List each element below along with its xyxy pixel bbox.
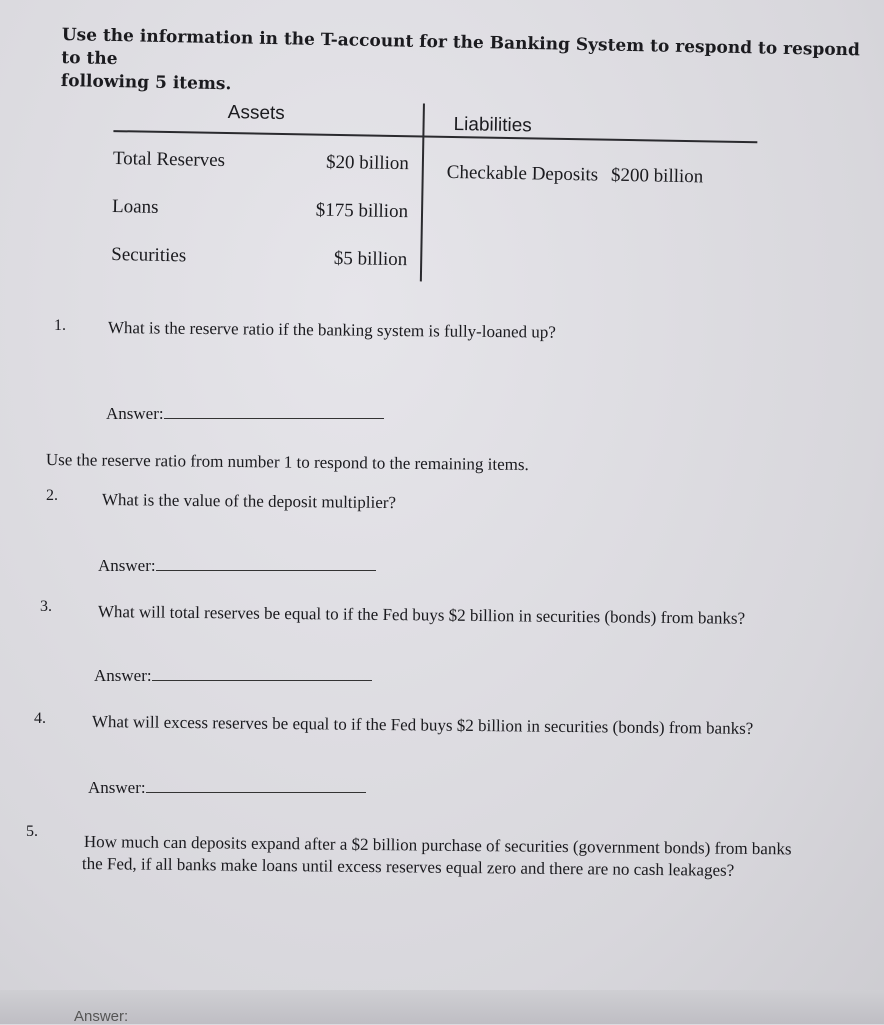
question-1-answer[interactable] [106, 404, 384, 424]
question-4-answer[interactable] [88, 778, 366, 798]
answer-label: Answer: [98, 556, 156, 575]
reserve-ratio-note: Use the reserve ratio from number 1 to respond to the remaining items. [45, 450, 529, 475]
t-account [107, 98, 760, 299]
asset-label-loans: Loans [111, 196, 159, 218]
assets-heading: Assets [227, 102, 285, 125]
instructions-line-1: Use the information in the T-account for the Banking System to respond to respond to the [61, 24, 861, 70]
answer-label: Answer: [106, 404, 164, 423]
t-account-vertical-rule [420, 103, 425, 281]
question-5-text-line-1: How much can deposits expand after a $2 billion purchase of securities (government bonds) from banks [83, 832, 792, 859]
liability-label: Checkable Deposits [446, 161, 599, 186]
t-account-horizontal-rule [113, 130, 757, 143]
question-4-text: What will excess reserves be equal to if the Fed buys $2 billion in securities (bonds) from banks? [91, 712, 754, 738]
asset-value-securities: $5 billion [333, 247, 408, 271]
question-5-text-line-2: the Fed, if all banks make loans until excess reserves equal zero and there are no cash leakages? [81, 854, 735, 880]
page-bottom-edge [0, 990, 884, 1024]
instructions-line-2: following 5 items. [60, 70, 232, 95]
asset-label-securities: Securities [111, 244, 187, 267]
asset-value-total-reserves: $20 billion [325, 151, 410, 175]
liability-checkable-deposits [447, 162, 704, 188]
question-4-number: 4. [34, 710, 46, 727]
question-3-text: What will total reserves be equal to if the Fed buys $2 billion in securities (bonds) from banks? [97, 602, 746, 628]
answer-blank[interactable] [146, 791, 366, 793]
answer-blank[interactable] [156, 569, 376, 571]
asset-value-loans: $175 billion [315, 199, 409, 223]
liability-value: $200 billion [610, 164, 704, 188]
question-5-number: 5. [26, 823, 38, 840]
liabilities-heading: Liabilities [453, 114, 532, 137]
answer-label: Answer: [88, 778, 146, 797]
answer-blank[interactable] [152, 679, 372, 681]
question-2-text: What is the value of the deposit multiplier? [101, 490, 397, 513]
question-1-number: 1. [54, 317, 66, 334]
answer-blank[interactable] [164, 417, 384, 419]
question-1-text: What is the reserve ratio if the banking system is fully-loaned up? [107, 318, 556, 342]
asset-label-total-reserves: Total Reserves [112, 148, 226, 172]
answer-label: Answer: [94, 666, 152, 685]
answer-label: Answer: [74, 1008, 129, 1025]
question-2-answer[interactable] [98, 556, 376, 576]
question-3-number: 3. [40, 598, 52, 615]
question-3-answer[interactable] [94, 666, 372, 686]
question-5-answer[interactable] [74, 1008, 128, 1025]
question-2-number: 2. [46, 487, 58, 504]
